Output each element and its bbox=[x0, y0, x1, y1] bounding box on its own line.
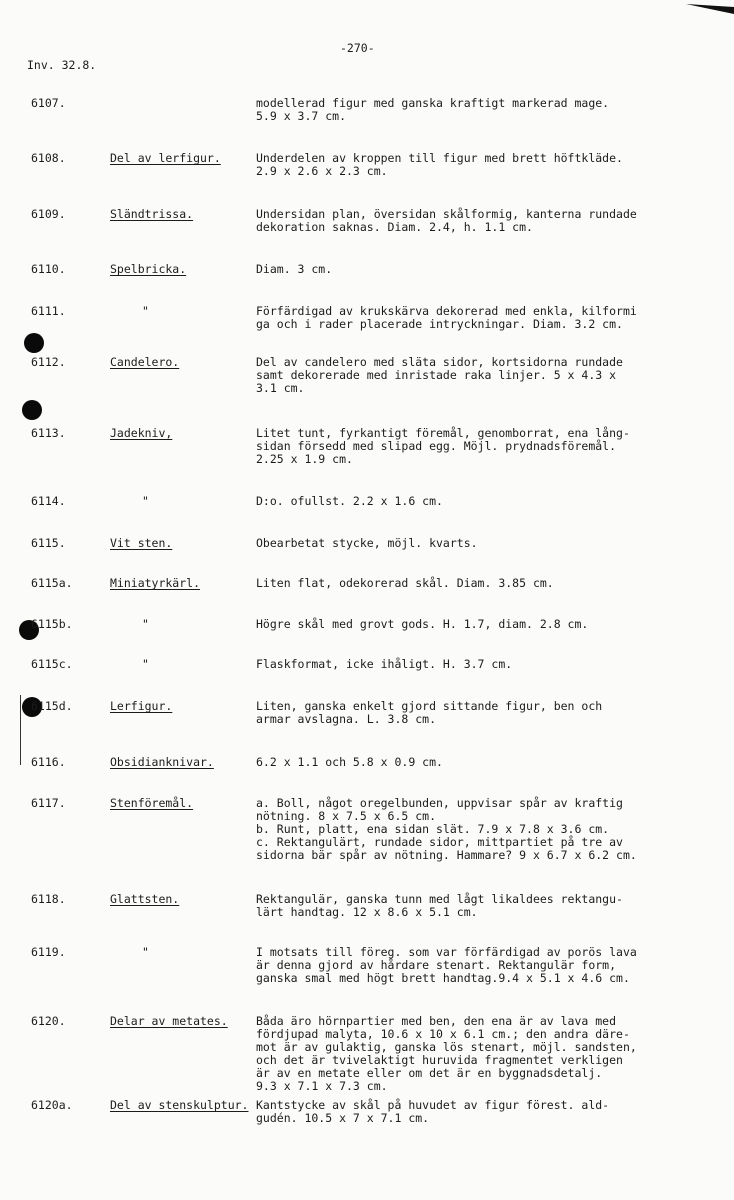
catalog-number: 6116. bbox=[31, 755, 66, 769]
catalog-number: 6119. bbox=[31, 945, 66, 959]
catalog-number: 6109. bbox=[31, 207, 66, 221]
catalog-number: 6120a. bbox=[31, 1098, 73, 1112]
catalog-number: 6115a. bbox=[31, 576, 73, 590]
catalog-number: 6112. bbox=[31, 355, 66, 369]
object-name: Sländtrissa. bbox=[110, 207, 194, 221]
punch-hole-mark bbox=[24, 333, 44, 353]
punch-hole-mark bbox=[22, 400, 42, 420]
inventory-label: Inv. 32.8. bbox=[27, 58, 97, 72]
catalog-number: 6118. bbox=[31, 892, 66, 906]
item-description: Litet tunt, fyrkantigt föremål, genomborrat, ena lång- sidan försedd med slipad egg. Möjl. prydnadsföremål. 2.25 x 1.9 cm. bbox=[256, 426, 630, 466]
object-name: Glattsten. bbox=[110, 892, 180, 906]
ditto-mark: " bbox=[142, 494, 149, 508]
catalog-number: 6115b. bbox=[31, 617, 73, 631]
item-description: Liten, ganska enkelt gjord sittande figur, ben och armar avslagna. L. 3.8 cm. bbox=[256, 699, 603, 726]
catalog-number: 6117. bbox=[31, 796, 66, 810]
catalog-number: 6110. bbox=[31, 262, 66, 276]
object-name: Lerfigur. bbox=[110, 699, 173, 713]
object-name: Obsidianknivar. bbox=[110, 755, 214, 769]
page-number: -270- bbox=[340, 41, 375, 55]
catalog-number: 6108. bbox=[31, 151, 66, 165]
catalog-number: 6115c. bbox=[31, 657, 73, 671]
object-name: Jadekniv, bbox=[110, 426, 173, 440]
object-name: Del av lerfigur. bbox=[110, 151, 221, 165]
item-description: Underdelen av kroppen till figur med brett höftkläde. 2.9 x 2.6 x 2.3 cm. bbox=[256, 151, 623, 178]
item-description: Båda äro hörnpartier med ben, den ena är av lava med fördjupad malyta, 10.6 x 10 x 6.1 cm.; den andra däre- mot är av gulaktig, ganska lös stenart, möjl. sandsten, och det är tvivelaktigt huruvida fragmentet verkligen är av en metate eller om det är en byggnadsdetalj. 9.3 x 7.1 x 7.3 cm. bbox=[256, 1014, 637, 1093]
catalog-number: 6107. bbox=[31, 96, 66, 110]
catalog-number: 6114. bbox=[31, 494, 66, 508]
item-description: a. Boll, något oregelbunden, uppvisar spår av kraftig nötning. 8 x 7.5 x 6.5 cm. b. Runt, platt, ena sidan slät. 7.9 x 7.8 x 3.6 cm. c. Rektangulärt, rundade sidor, mittpartiet på tre av sidorna bär spår av nötning. Hammare? 9 x 6.7 x 6.2 cm. bbox=[256, 796, 637, 862]
item-description: Obearbetat stycke, möjl. kvarts. bbox=[256, 536, 478, 550]
item-description: Diam. 3 cm. bbox=[256, 262, 333, 276]
item-description: Undersidan plan, översidan skålformig, kanterna rundade dekoration saknas. Diam. 2.4, h. 1.1 cm. bbox=[256, 207, 637, 234]
ditto-mark: " bbox=[142, 945, 149, 959]
object-name: Del av stenskulptur. bbox=[110, 1098, 249, 1112]
catalog-number: 6113. bbox=[31, 426, 66, 440]
item-description: I motsats till föreg. som var förfärdigad av porös lava är denna gjord av hårdare stenart. Rektangulär form, ganska smal med högt brett handtag.9.4 x 5.1 x 4.6 cm. bbox=[256, 945, 637, 985]
item-description: D:o. ofullst. 2.2 x 1.6 cm. bbox=[256, 494, 443, 508]
margin-line bbox=[20, 695, 21, 765]
item-description: Del av candelero med släta sidor, kortsidorna rundade samt dekorerade med inristade raka linjer. 5 x 4.3 x 3.1 cm. bbox=[256, 355, 623, 395]
object-name: Spelbricka. bbox=[110, 262, 187, 276]
object-name: Miniatyrkärl. bbox=[110, 576, 201, 590]
catalog-number: 6115. bbox=[31, 536, 66, 550]
item-description: Kantstycke av skål på huvudet av figur förest. ald- gudén. 10.5 x 7 x 7.1 cm. bbox=[256, 1098, 610, 1125]
item-description: Flaskformat, icke ihåligt. H. 3.7 cm. bbox=[256, 657, 513, 671]
object-name: Candelero. bbox=[110, 355, 180, 369]
corner-mark bbox=[686, 4, 734, 14]
ditto-mark: " bbox=[142, 304, 149, 318]
item-description: Förfärdigad av krukskärva dekorerad med enkla, kilformi ga och i rader placerade intryckningar. Diam. 3.2 cm. bbox=[256, 304, 637, 331]
catalog-number: 6115d. bbox=[31, 699, 73, 713]
object-name: Stenföremål. bbox=[110, 796, 194, 810]
item-description: Högre skål med grovt gods. H. 1.7, diam. 2.8 cm. bbox=[256, 617, 589, 631]
item-description: Rektangulär, ganska tunn med lågt likaldees rektangu- lärt handtag. 12 x 8.6 x 5.1 cm. bbox=[256, 892, 623, 919]
object-name: Delar av metates. bbox=[110, 1014, 228, 1028]
item-description: 6.2 x 1.1 och 5.8 x 0.9 cm. bbox=[256, 755, 443, 769]
catalog-number: 6111. bbox=[31, 304, 66, 318]
object-name: Vit sten. bbox=[110, 536, 173, 550]
ditto-mark: " bbox=[142, 657, 149, 671]
item-description: Liten flat, odekorerad skål. Diam. 3.85 cm. bbox=[256, 576, 554, 590]
item-description: modellerad figur med ganska kraftigt markerad mage. 5.9 x 3.7 cm. bbox=[256, 96, 610, 123]
ditto-mark: " bbox=[142, 617, 149, 631]
catalog-number: 6120. bbox=[31, 1014, 66, 1028]
